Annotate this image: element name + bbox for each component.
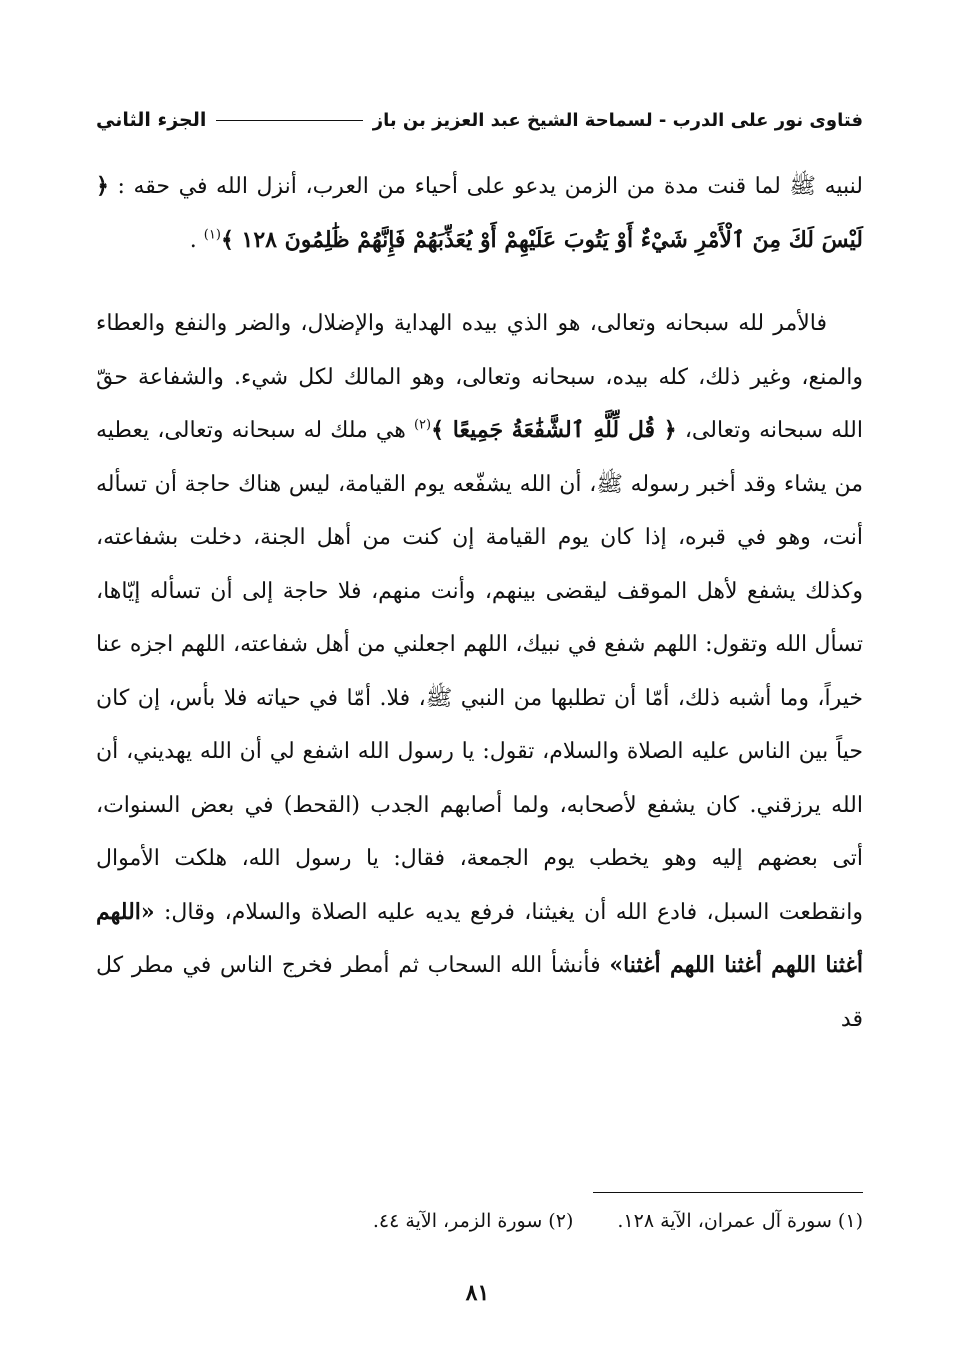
paragraph-1 [96,160,863,267]
paragraph-1-end: . [189,227,197,253]
footnote-2: (٢) سورة الزمر، الآية ٤٤. [372,1210,574,1232]
paragraph-1-intro: لنبيه ﷺ لما قنت مدة من الزمن يدعو على أحياء من العرب، أنزل الله في حقه : [117,174,863,199]
paragraph-2-part-3: فأنشأ الله السحاب ثم أمطر فخرج الناس في مطر كل قد [96,953,863,1032]
prophet-supplication-quote: «اللهم أغثنا اللهم أغثنا اللهم أغثنا» [96,898,863,978]
header-rule [216,120,362,121]
quran-verse-1: ﴿ لَيْسَ لَكَ مِنَ ٱلْأَمْرِ شَيْءٌ أَوْ يَتُوبَ عَلَيْهِمْ أَوْ يُعَذِّبَهُمْ فَإِنَّهُمْ ظَٰلِمُونَ ١٢٨ ﴾ [96,173,863,253]
paragraph-2 [96,297,863,1046]
quran-verse-2: ﴿ قُل لِّلَّهِ ٱلشَّفَٰعَةُ جَمِيعًا ﴾ [431,417,677,443]
page-number: ٨١ [465,1280,490,1306]
header-series-title: فتاوى نور على الدرب - لسماحة الشيخ عبد العزيز بن باز [372,109,863,131]
paragraph-2-part-1: فالأمر لله سبحانه وتعالى، هو الذي بيده الهداية والإضلال، والضر والنفع والعطاء والمنع، وغير ذلك، كله بيده، سبحانه وتعالى، وهو المالك لكل شيء. والشفاعة حقّ الله سبحانه وتعالى، [96,311,864,443]
footnote-1: (١) سورة آل عمران، الآية ١٢٨. [617,1210,863,1232]
running-header [96,102,863,138]
footnote-ref-1: (١) [203,227,221,243]
footnotes [96,1204,863,1238]
footnote-separator [593,1192,863,1193]
footnote-ref-2: (٢) [413,417,432,433]
paragraph-2-part-2: هي ملك له سبحانه وتعالى، يعطيه من يشاء وقد أخبر رسوله ﷺ، أن الله يشفّعه يوم القيامة، ليس هناك حاجة أن تسأله أنت، وهو في قبره، إذا كان يوم القيامة إن كنت من أهل الجنة، دخلت بشفاعته، وكذلك يشفع لأهل الموقف ليقضى بينهم، وأنت منهم، فلا حاجة إلى أن تسأله إيّاها، تسأل الله وتقول: اللهم شفع في نبيك، اللهم اجعلني من أهل شفاعته، اللهم اجزه عنا خيراً، وما أشبه ذلك، أمّا أن تطلبها من النبي ﷺ، فلا. أمّا في حياته فلا بأس، إن كان حياً بين الناس عليه الصلاة والسلام، تقول: يا رسول الله اشفع لي أن الله يهديني، أن الله يرزقني. كان يشفع لأصحابه، ولما أصابهم الجدب (القحط) في بعض السنوات، أتى بعضهم إليه وهو يخطب يوم الجمعة، فقال: يا رسول الله، هلكت الأموال وانقطعت السبل، فادع الله أن يغيثنا، فرفع يديه عليه الصلاة والسلام، وقال: [96,418,863,925]
header-volume: الجزء الثاني [96,109,207,131]
